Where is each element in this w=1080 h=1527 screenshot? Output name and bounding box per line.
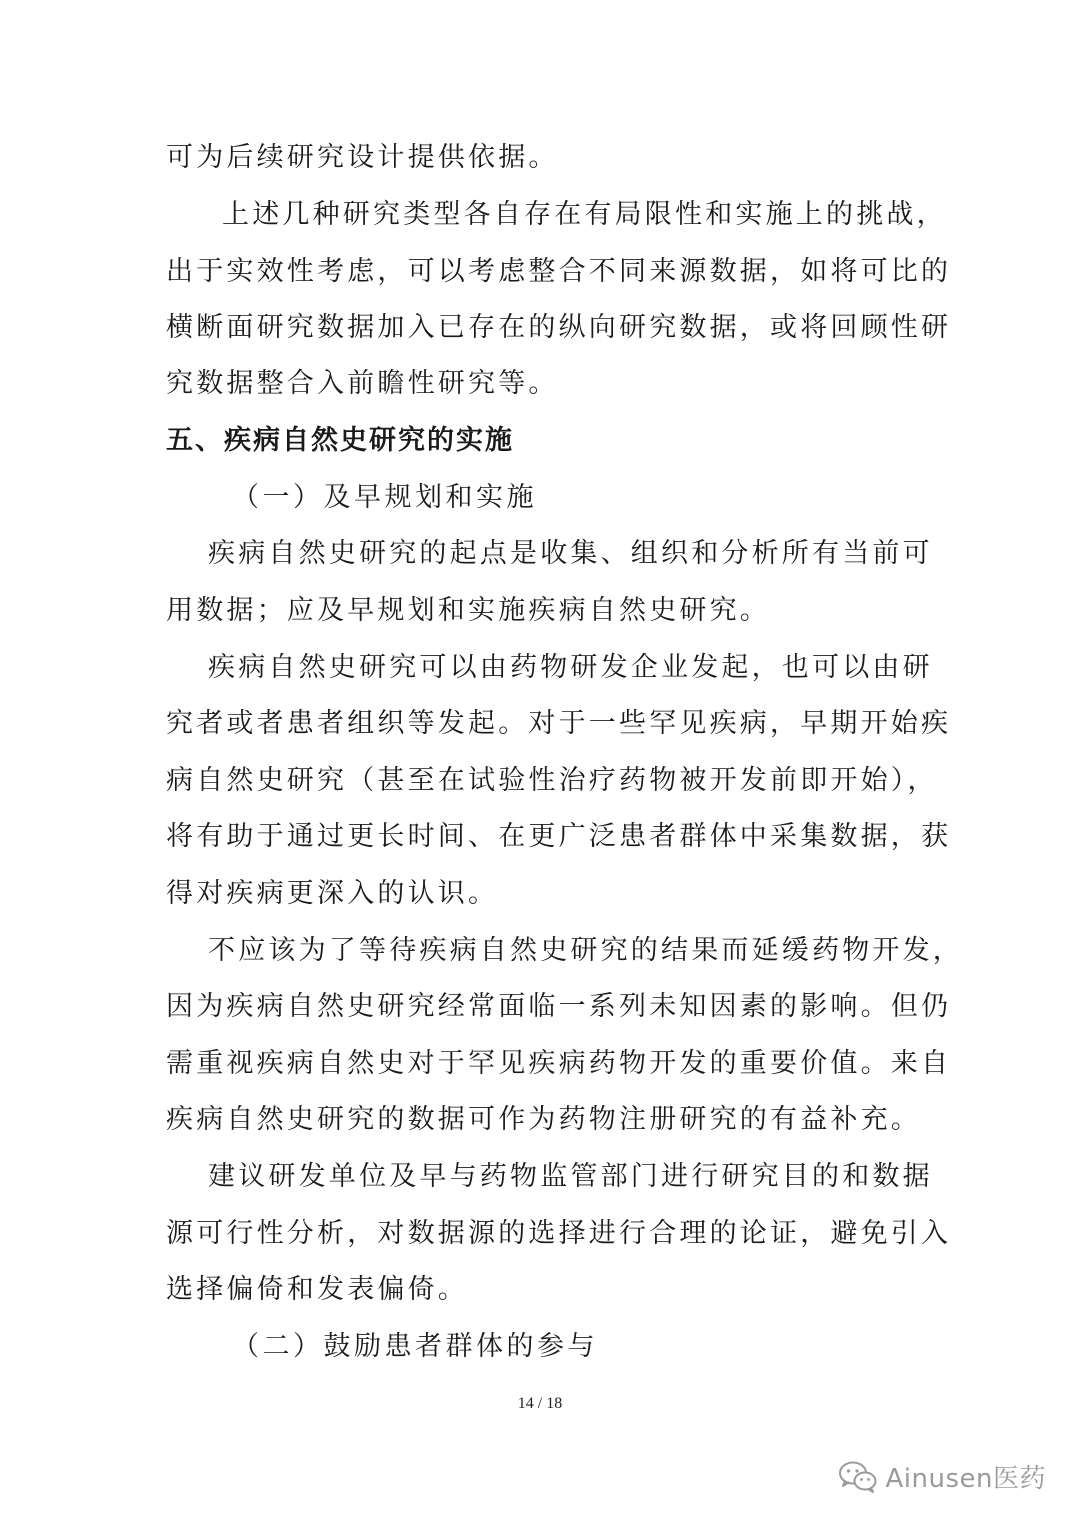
paragraph-line: 得对疾病更深入的认识。: [166, 878, 499, 909]
paragraph-line: 建议研发单位及早与药物监管部门进行研究目的和数据: [208, 1161, 933, 1192]
subsection-heading: （二）鼓励患者群体的参与: [232, 1331, 598, 1362]
paragraph-line: 选择偏倚和发表偏倚。: [166, 1274, 468, 1305]
paragraph-line: 因为疾病自然史研究经常面临一系列未知因素的影响。但仍: [166, 991, 952, 1022]
subsection-heading: （一）及早规划和实施: [232, 482, 537, 513]
paragraph-line: 用数据；应及早规划和实施疾病自然史研究。: [166, 595, 770, 626]
paragraph-line: 出于实效性考虑，可以考虑整合不同来源数据，如将可比的: [166, 256, 952, 287]
paragraph-line: 究者或者患者组织等发起。对于一些罕见疾病，早期开始疾: [166, 708, 952, 739]
paragraph-line: 需重视疾病自然史对于罕见疾病药物开发的重要价值。来自: [166, 1048, 952, 1079]
paragraph-line: 疾病自然史研究的数据可作为药物注册研究的有益补充。: [166, 1104, 921, 1135]
paragraph-line: 疾病自然史研究的起点是收集、组织和分析所有当前可: [208, 538, 933, 569]
paragraph-line: 将有助于通过更长时间、在更广泛患者群体中采集数据，获: [166, 821, 952, 852]
page-number: 14 / 18: [517, 1395, 563, 1412]
section-heading: 五、疾病自然史研究的实施: [166, 425, 514, 456]
paragraph-line: 可为后续研究设计提供依据。: [166, 142, 559, 173]
paragraph-line: 源可行性分析，对数据源的选择进行合理的论证，避免引入: [166, 1218, 952, 1249]
watermark-text: Ainusen医药: [885, 1464, 1046, 1494]
paragraph-line: 疾病自然史研究可以由药物研发企业发起，也可以由研: [208, 652, 933, 683]
paragraph-line: 病自然史研究（甚至在试验性治疗药物被开发前即开始），: [166, 765, 938, 796]
paragraph-line: 究数据整合入前瞻性研究等。: [166, 368, 559, 399]
paragraph-line: 不应该为了等待疾病自然史研究的结果而延缓药物开发，: [208, 935, 963, 966]
watermark: [838, 1458, 1047, 1495]
paragraph-line: 上述几种研究类型各自存在有局限性和实施上的挑战，: [222, 199, 947, 230]
paragraph-line: 横断面研究数据加入已存在的纵向研究数据，或将回顾性研: [166, 312, 952, 343]
wechat-icon: [838, 1460, 878, 1494]
